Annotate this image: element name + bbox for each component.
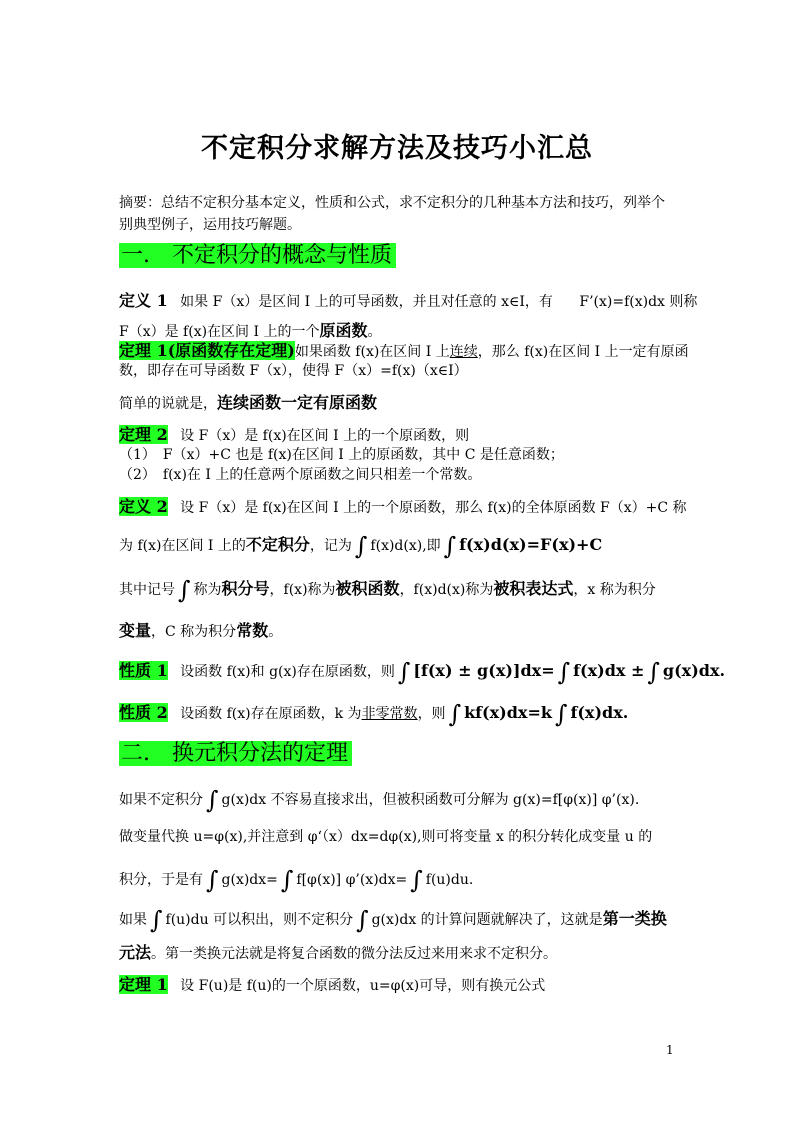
definition-2-line-3: [119, 576, 656, 604]
property-1-text: 设函数 f(x)和 g(x)存在原函数，则: [180, 664, 395, 680]
definition-2-text-8: ，x 称为积分: [573, 582, 656, 598]
constant-term: 常数: [236, 621, 269, 640]
definition-2-text-7: ，f(x)d(x)称为: [399, 582, 494, 598]
substitution-theorem-text: 设 F(u)是 f(u)的一个原函数，u=φ(x)可导，则有换元公式: [180, 978, 546, 994]
definition-2-line-2: [119, 532, 602, 560]
property-1-formula-3: g(x)dx.: [662, 661, 726, 680]
definition-1-tag: 定义 1: [119, 291, 168, 310]
definition-2-notation: f(x)d(x),即: [370, 538, 441, 554]
substitution-line-2: 做变量代换 u=φ(x),并注意到 φ‘（x）dx=dφ(x),则可将变量 x 的积分转化成变量 u 的: [119, 829, 653, 845]
property-2-underlined: 非零常数: [361, 706, 418, 722]
substitution-text-1: 如果不定积分: [119, 792, 203, 808]
abstract-line-1: 摘要：总结不定积分基本定义，性质和公式，求不定积分的几种基本方法和技巧，列举个: [119, 195, 665, 211]
property-2-tag: 性质 2: [119, 703, 168, 722]
property-1-tag: 性质 1: [119, 661, 168, 680]
document-title: 不定积分求解方法及技巧小汇总: [201, 133, 593, 164]
substitution-line-3: [119, 866, 473, 894]
substitution-text-3: 积分，于是有: [119, 872, 203, 888]
theorem-1-text-2: ，那么 f(x)在区间 I 上一定有原函: [477, 344, 689, 360]
definition-2-text: 设 F（x）是 f(x)在区间 I 上的一个原函数，那么 f(x)的全体原函数 F（x）+C 称: [180, 500, 687, 516]
integral-sign: ∫: [206, 786, 219, 814]
substitution-text-6: f(u)du.: [425, 872, 474, 888]
definition-1-end: 。: [367, 324, 382, 340]
property-2: [119, 700, 628, 728]
integral-sign: ∫: [206, 866, 219, 894]
variable-term: 变量: [119, 621, 152, 640]
substitution-text-4: g(x)dx=: [221, 872, 278, 888]
integral-sign: ∫: [647, 658, 660, 686]
definition-2-text-9: ，C 称为积分: [151, 624, 237, 640]
integral-sign: ∫: [557, 658, 571, 686]
definition-2-text-2: 为 f(x)在区间 I 上的: [119, 538, 246, 554]
definition-1-text-2: F（x）是 f(x)在区间 I 上的一个: [119, 324, 320, 340]
property-2-text-2: ，则: [417, 706, 446, 722]
theorem-2-tag: 定理 2: [119, 425, 168, 444]
substitution-line-5: [119, 940, 557, 963]
integral-sign: ∫: [354, 532, 368, 560]
section-heading-2: [119, 736, 352, 767]
page-number: 1: [666, 1043, 674, 1057]
theorem-1-summary: [119, 390, 377, 413]
substitution-method-term: 元法: [119, 943, 152, 962]
property-1-formula-1: [f(x) ± g(x)]dx=: [413, 661, 555, 680]
integral-sign: ∫: [397, 658, 411, 686]
definition-2-line-4: [119, 618, 282, 641]
primitive-function-term: 原函数: [319, 321, 368, 340]
summary-lead: 简单的说就是，: [119, 396, 217, 412]
theorem-1-underlined: 连续: [449, 344, 478, 360]
integral-sign: ∫: [178, 576, 191, 604]
property-1-formula-2: f(x)dx ±: [573, 661, 645, 680]
definition-2-formula: f(x)d(x)=F(x)+C: [459, 535, 603, 554]
section-heading-1: [119, 238, 396, 269]
definition-2-text-5: 称为: [193, 582, 222, 598]
property-2-formula-2: f(x)dx.: [570, 703, 629, 722]
substitution-text-2: g(x)dx 不容易直接求出，但被积函数可分解为 g(x)=f[φ(x)] φ’(x).: [221, 792, 640, 808]
integral-sign: ∫: [443, 532, 457, 560]
property-2-text: 设函数 f(x)存在原函数，k 为: [180, 706, 362, 722]
definition-2-text-6: ，f(x)称为: [269, 582, 336, 598]
substitution-text-7: 如果: [119, 912, 147, 928]
substitution-text-8: f(u)du 可以积出，则不定积分: [165, 912, 354, 928]
substitution-theorem-tag: 定理 1: [119, 975, 168, 994]
definition-2-text-4: 其中记号: [119, 582, 175, 598]
theorem-2-item-2: （2） f(x)在 I 上的任意两个原函数之间只相差一个常数。: [119, 467, 482, 483]
theorem-2: [119, 422, 469, 445]
integral-sign: ∫: [554, 700, 568, 728]
integral-sign: ∫: [280, 866, 294, 894]
substitution-text-10: 。第一类换元法就是将复合函数的微分法反过来用来求不定积分。: [151, 946, 558, 962]
theorem-1-text: 如果函数 f(x)在区间 I 上: [294, 344, 450, 360]
theorem-2-text: 设 F（x）是 f(x)在区间 I 上的一个原函数，则: [180, 428, 470, 444]
property-2-formula-1: kf(x)dx=k: [464, 703, 552, 722]
summary-bold: 连续函数一定有原函数: [217, 393, 378, 412]
integral-sign: ∫: [410, 866, 423, 894]
definition-1-text: 如果 F（x）是区间 I 上的可导函数，并且对任意的 x∈I，有: [180, 294, 553, 310]
theorem-1-line-2: 数，即存在可导函数 F（x），使得 F（x）=f(x)（x∈I）: [119, 363, 468, 379]
abstract-line-2: 别典型例子，运用技巧解题。: [119, 217, 301, 233]
substitution-text-9: g(x)dx 的计算问题就解决了，这就是: [371, 912, 603, 928]
definition-1-formula: F’(x)=f(x)dx 则称: [579, 294, 698, 310]
substitution-line-4: [119, 906, 667, 934]
property-1: [119, 658, 725, 686]
section-2-label: 二. 换元积分法的定理: [119, 741, 352, 766]
integral-sign: ∫: [150, 906, 163, 934]
substitution-text-5: f[φ(x)] φ’(x)dx=: [296, 872, 408, 888]
definition-2-tag: 定义 2: [119, 497, 168, 516]
integrand-term: 被积函数: [335, 579, 400, 598]
substitution-theorem: [119, 972, 545, 995]
definition-2: [119, 494, 687, 517]
substitution-line-1: [119, 786, 639, 814]
section-1-label: 一. 不定积分的概念与性质: [119, 243, 396, 268]
integrand-expression-term: 被积表达式: [493, 579, 574, 598]
definition-2-text-3: ，记为: [309, 538, 352, 554]
integral-sign-term: 积分号: [221, 579, 270, 598]
indefinite-integral-term: 不定积分: [245, 535, 310, 554]
integral-sign: ∫: [448, 700, 462, 728]
theorem-1-tag: 定理 1(原函数存在定理): [119, 341, 295, 360]
definition-1: [119, 288, 697, 311]
theorem-1: [119, 338, 689, 361]
first-substitution-term: 第一类换: [602, 909, 667, 928]
definition-2-end: 。: [268, 624, 283, 640]
theorem-2-item-1: （1） F（x）+C 也是 f(x)在区间 I 上的原函数，其中 C 是任意函数；: [119, 447, 564, 463]
integral-sign: ∫: [356, 906, 369, 934]
